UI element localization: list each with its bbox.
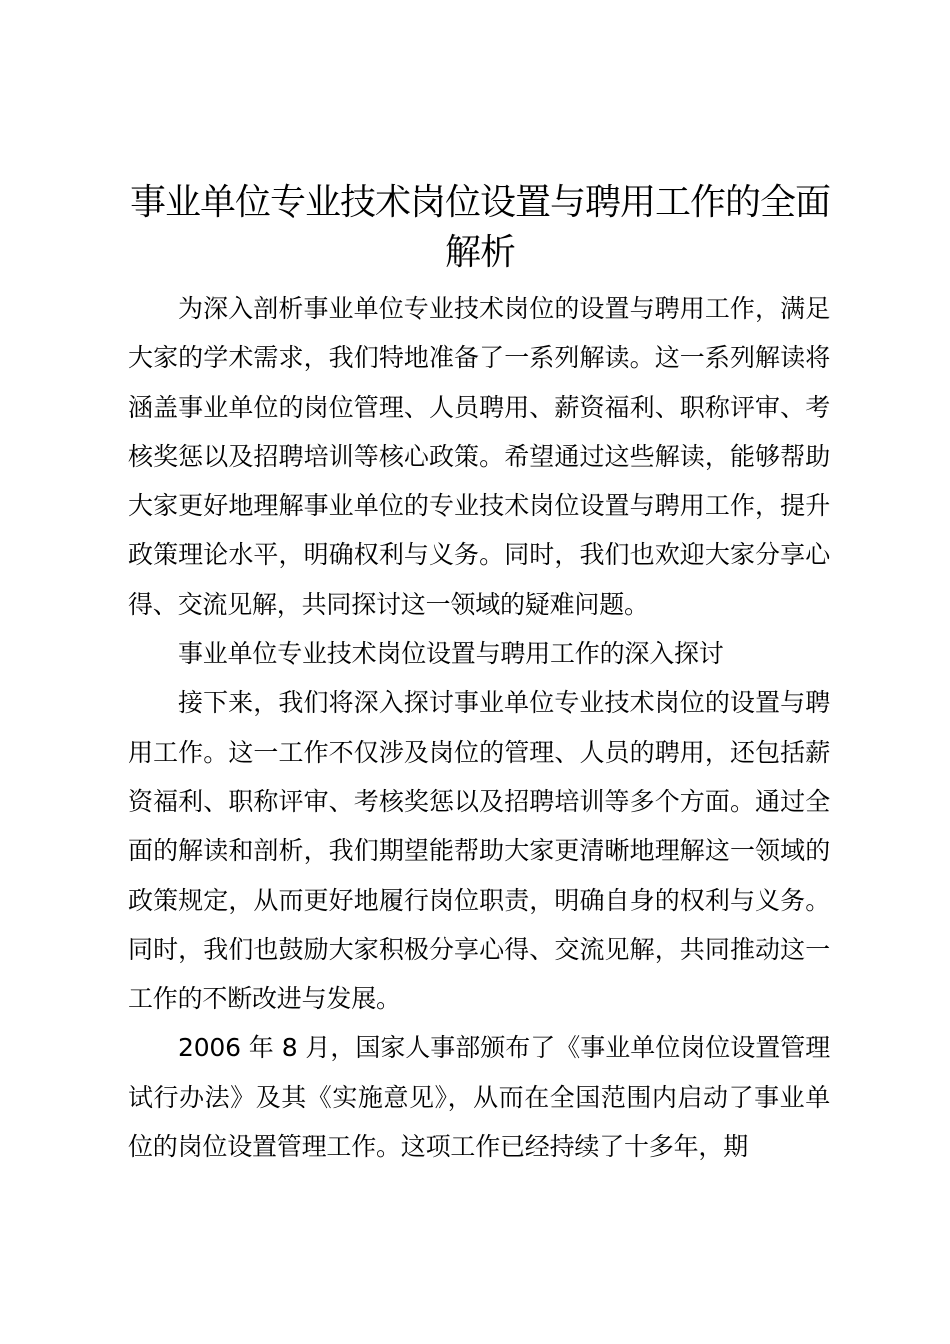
discussion-paragraph: 接下来，我们将深入探讨事业单位专业技术岗位的设置与聘用工作。这一工作不仅涉及岗位的管理、人员的聘用，还包括薪资福利、职称评审、考核奖惩以及招聘培训等多个方面。通过全面的解读和剖析，我们期望能帮助大家更清晰地理解这一领域的政策规定，从而更好地履行岗位职责，明确自身的权利与义务。同时，我们也鼓励大家积极分享心得、交流见解，共同推动这一工作的不断改进与发展。 xyxy=(128,688,830,1014)
history-paragraph: 2006 年 8 月，国家人事部颁布了《事业单位岗位设置管理试行办法》及其《实施意见》，从而在全国范围内启动了事业单位的岗位设置管理工作。这项工作已经持续了十多年，期 xyxy=(128,1033,830,1162)
document-title: 事业单位专业技术岗位设置与聘用工作的全面解析 xyxy=(129,182,830,273)
intro-paragraph: 为深入剖析事业单位专业技术岗位的设置与聘用工作，满足大家的学术需求，我们特地准备了一系列解读。这一系列解读将涵盖事业单位的岗位管理、人员聘用、薪资福利、职称评审、考核奖惩以及招聘培训等核心政策。希望通过这些解读，能够帮助大家更好地理解事业单位的专业技术岗位设置与聘用工作，提升政策理论水平，明确权利与义务。同时，我们也欢迎大家分享心得、交流见解，共同探讨这一领域的疑难问题。 xyxy=(128,294,830,619)
section-heading: 事业单位专业技术岗位设置与聘用工作的深入探讨 xyxy=(178,639,724,669)
document-body xyxy=(128,284,830,1171)
